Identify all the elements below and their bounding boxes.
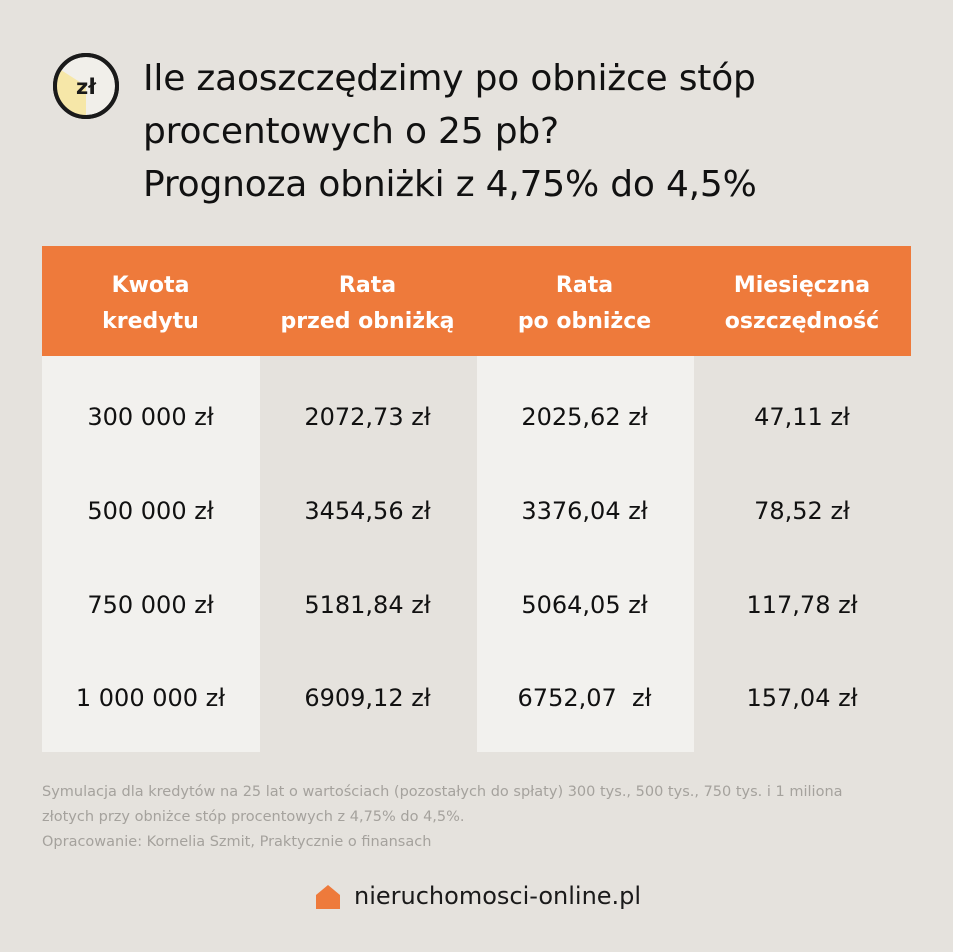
footnote-line: Opracowanie: Kornelia Szmit, Praktycznie o finansach <box>42 834 432 850</box>
page-title <box>143 52 923 211</box>
table-cell: 47,11 zł <box>754 403 850 431</box>
brand-name: nieruchomosci-online.pl <box>354 882 642 910</box>
table-cell: 3376,04 zł <box>521 497 648 525</box>
title-line: Prognoza obniżki z 4,75% do 4,5% <box>143 164 757 205</box>
table-cell: 78,52 zł <box>754 497 850 525</box>
footnote-line: Symulacja dla kredytów na 25 lat o wartościach (pozostałych do spłaty) 300 tys., 500 tys., 750 tys. i 1 miliona <box>42 784 843 800</box>
table-cell: 300 000 zł <box>87 403 214 431</box>
house-icon <box>314 882 342 910</box>
table-cell: 3454,56 zł <box>304 497 431 525</box>
header-monthly-saving: Miesięczna oszczędność <box>724 273 880 334</box>
title-line: procentowych o 25 pb? <box>143 111 559 152</box>
brand-logo <box>314 876 641 916</box>
table-cell: 5181,84 zł <box>304 591 431 619</box>
table-cell: 6752,07 zł <box>517 684 652 712</box>
header-rate-before: Rata przed obniżką <box>280 273 455 334</box>
savings-table <box>42 246 911 752</box>
footnote <box>42 780 922 855</box>
table-cell: 1 000 000 zł <box>75 684 226 712</box>
table-cell: 2072,73 zł <box>304 403 431 431</box>
header-rate-after: Rata po obniżce <box>517 273 652 334</box>
table-cell: 2025,62 zł <box>521 403 648 431</box>
zloty-coin-icon <box>52 52 120 120</box>
table-cell: 157,04 zł <box>746 684 858 712</box>
title-line: Ile zaoszczędzimy po obniżce stóp <box>143 58 756 99</box>
coin-label: zł <box>75 75 97 99</box>
table-cell: 117,78 zł <box>746 591 858 619</box>
table-cell: 500 000 zł <box>87 497 214 525</box>
header-amount: Kwota kredytu <box>102 273 199 334</box>
table-cell: 750 000 zł <box>87 591 214 619</box>
footnote-line: złotych przy obniżce stóp procentowych z 4,75% do 4,5%. <box>42 809 465 825</box>
table-cell: 6909,12 zł <box>304 684 431 712</box>
table-cell: 5064,05 zł <box>521 591 648 619</box>
